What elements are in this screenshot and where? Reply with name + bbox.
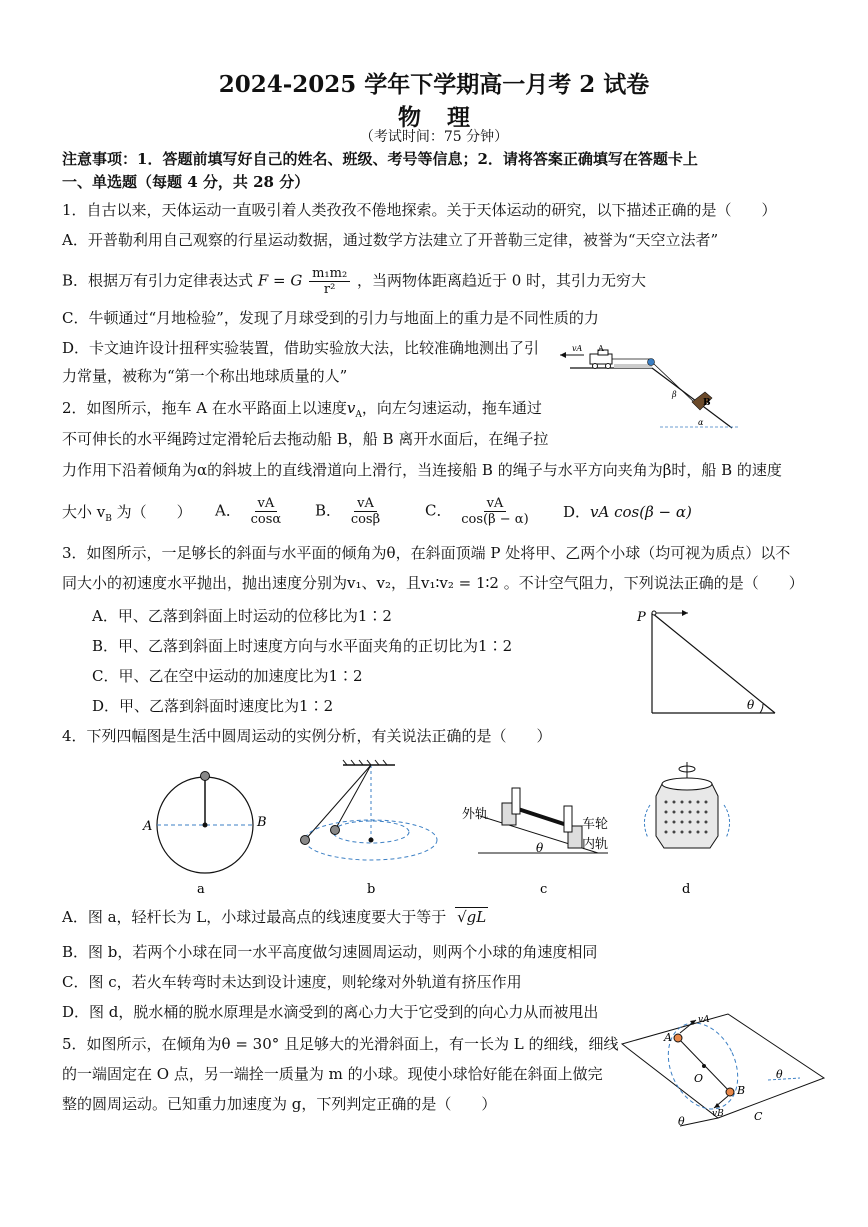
q2-fig-alpha: α	[698, 418, 704, 427]
q3-line2: 同大小的初速度水平抛出，抛出速度分别为v₁、v₂，且v₁∶v₂ = 1∶2 。不计空气阻力，下列说法正确的是（ ）	[62, 574, 804, 592]
q2-option-b-num: vA	[354, 496, 377, 512]
q2-line2: 不可伸长的水平绳跨过定滑轮后去拖动船 B，船 B 离开水面后，在绳子拉	[62, 430, 549, 448]
q2-line1-var: v	[346, 399, 356, 417]
q4-fig-a-label-b: B	[257, 815, 267, 830]
q3-option-a: A．甲、乙落到斜面上时运动的位移比为1∶2	[92, 607, 392, 625]
exam-time: （考试时间：75 分钟）	[359, 129, 509, 145]
q5-figure	[618, 1008, 828, 1128]
q1-option-d-line2: 力常量，被称为“第一个称出地球质量的人”	[62, 367, 348, 385]
q2-option-d-text: vA cos(β − α)	[590, 503, 692, 521]
q2-option-c-num: vA	[484, 496, 507, 512]
q4-option-a-text: A．图 a，轻杆长为 L，小球过最高点的线速度要大于等于	[62, 908, 447, 926]
q1-stem: 1．自古以来，天体运动一直吸引着人类孜孜不倦地探索。关于天体运动的研究，以下描述正确的是（ ）	[62, 201, 777, 219]
q2-option-a-frac	[248, 496, 285, 527]
q2-option-b-den: cosβ	[350, 512, 381, 527]
q2-option-a-num: vA	[255, 496, 278, 512]
q4-caption-d: d	[682, 882, 691, 897]
q2-option-c-label: C．	[425, 501, 452, 520]
q1-option-b-pre: B．根据万有引力定律表达式	[62, 271, 254, 290]
q4-option-a-sqrt-arg: gL	[466, 908, 487, 926]
q1-formula-lhs: F = G	[257, 271, 303, 290]
q4-fig-outer-rail: 外轨	[462, 807, 489, 822]
q4-figure-c	[460, 768, 620, 900]
q4-figure-b	[295, 760, 445, 900]
q3-fig-p: P	[637, 610, 646, 625]
q2-option-b-frac	[348, 496, 383, 527]
q2-option-d-label: D．	[563, 503, 591, 521]
q1-option-c: C．牛顿通过“月地检验”，发现了月球受到的引力与地面上的重力是不同性质的力	[62, 309, 599, 327]
q3-option-d: D．甲、乙落到斜面时速度比为1∶2	[92, 697, 334, 715]
q4-option-b: B．图 b，若两个小球在同一水平高度做匀速圆周运动，则两个小球的角速度相同	[62, 943, 598, 961]
q5-line1: 5．如图所示，在倾角为θ = 30° 且足够大的光滑斜面上，有一长为 L 的细线，细线	[62, 1035, 619, 1053]
q2-fig-va: vA	[572, 344, 583, 353]
q5-fig-vb: vB	[712, 1109, 724, 1119]
q4-fig-a-label-a: A	[143, 819, 153, 834]
q1-formula-num: m₁m₂	[309, 266, 350, 282]
q2-line4-post: 为（ ）	[111, 503, 192, 521]
q2-option-a-label: A．	[215, 501, 241, 520]
q2-line1-pre: 2．如图所示，拖车 A 在水平路面上以速度	[62, 399, 347, 417]
q2-option-c-frac	[458, 496, 531, 527]
q5-fig-va: vA	[698, 1015, 710, 1025]
q4-fig-inner-rail: 内轨	[582, 837, 609, 852]
q4-caption-c: c	[540, 882, 548, 897]
q2-option-a	[215, 496, 286, 527]
q2-fig-beta: β	[672, 390, 677, 399]
q4-figure-a	[140, 765, 280, 900]
q2-option-a-den: cosα	[250, 512, 282, 527]
q4-fig-c-theta: θ	[536, 841, 544, 855]
q5-fig-c: C	[754, 1110, 763, 1123]
q2-figure	[560, 340, 750, 440]
q1-option-a: A．开普勒利用自己观察的行星运动数据，通过数学方法建立了开普勒三定律，被誉为“天空立法者”	[62, 231, 719, 249]
q3-line1: 3．如图所示，一足够长的斜面与水平面的倾角为θ，在斜面顶端 P 处将甲、乙两个小球（均可视为质点）以不	[62, 544, 791, 562]
q5-fig-theta-right: θ	[776, 1068, 783, 1081]
exam-title: 2024-2025 学年下学期高一月考 2 试卷	[218, 71, 650, 98]
q4-stem: 4．下列四幅图是生活中圆周运动的实例分析，有关说法正确的是（ ）	[62, 727, 552, 745]
q5-fig-o: O	[694, 1072, 704, 1085]
q1-option-b	[62, 266, 646, 297]
q1-option-d-line1: D．卡文迪许设计扭秤实验装置，借助实验放大法，比较准确地测出了引	[62, 339, 540, 357]
q4-figure-d	[640, 760, 740, 900]
q5-fig-a: A	[664, 1031, 672, 1044]
q4-fig-wheel: 车轮	[582, 817, 609, 832]
notice: 注意事项：1．答题前填写好自己的姓名、班级、考号等信息；2．请将答案正确填写在答题卡上	[62, 150, 698, 168]
q4-caption-a: a	[197, 882, 205, 897]
q2-line1	[62, 398, 542, 425]
q5-line3: 整的圆周运动。已知重力加速度为 g，下列判定正确的是（ ）	[62, 1095, 497, 1113]
q4-option-c: C．图 c，若火车转弯时未达到设计速度，则轮缘对外轨道有挤压作用	[62, 973, 522, 991]
q3-fig-theta: θ	[747, 698, 755, 712]
q2-option-b-label: B．	[315, 501, 342, 520]
q1-formula-den: r²	[323, 282, 336, 297]
q3-option-c: C．甲、乙在空中运动的加速度比为1∶2	[92, 667, 363, 685]
q4-caption-b: b	[367, 882, 376, 897]
q2-fig-b: B	[703, 398, 711, 408]
section-heading: 一、单选题（每题 4 分，共 28 分）	[62, 173, 310, 191]
q2-line3: 力作用下沿着倾角为α的斜坡上的直线滑道向上滑行，当连接船 B 的绳子与水平方向夹角为β时，船 B 的速度	[62, 461, 782, 479]
q2-line4-pre: 大小 v	[62, 503, 106, 521]
q2-fig-a: A	[598, 344, 604, 353]
q2-line4-sub: B	[105, 514, 112, 524]
q4-option-a	[62, 907, 488, 927]
q5-fig-theta-bottom: θ	[678, 1115, 685, 1128]
q2-option-d	[563, 502, 692, 522]
q2-line1-post: ，向左匀速运动，拖车通过	[361, 399, 542, 417]
q5-line2: 的一端固定在 O 点，另一端拴一质量为 m 的小球。现使小球恰好能在斜面上做完	[62, 1065, 603, 1083]
q3-option-b: B．甲、乙落到斜面上时速度方向与水平面夹角的正切比为1∶2	[92, 637, 513, 655]
q4-option-a-sqrt: √gL	[457, 908, 487, 926]
q5-fig-b: B	[737, 1084, 746, 1097]
q2-line1-sub: A	[355, 410, 362, 420]
subject-title: 物理	[398, 104, 496, 131]
q2-option-c-den: cos(β − α)	[461, 512, 529, 527]
q4-option-d: D．图 d，脱水桶的脱水原理是水滴受到的离心力大于它受到的向心力从而被甩出	[62, 1003, 599, 1021]
q2-option-b	[315, 496, 385, 527]
q2-line4	[62, 502, 192, 529]
q2-option-c	[425, 496, 534, 527]
q1-formula-fraction	[309, 266, 350, 297]
q3-figure	[630, 605, 780, 720]
q1-option-b-post: ，当两物体距离趋近于 0 时，其引力无穷大	[356, 271, 647, 290]
